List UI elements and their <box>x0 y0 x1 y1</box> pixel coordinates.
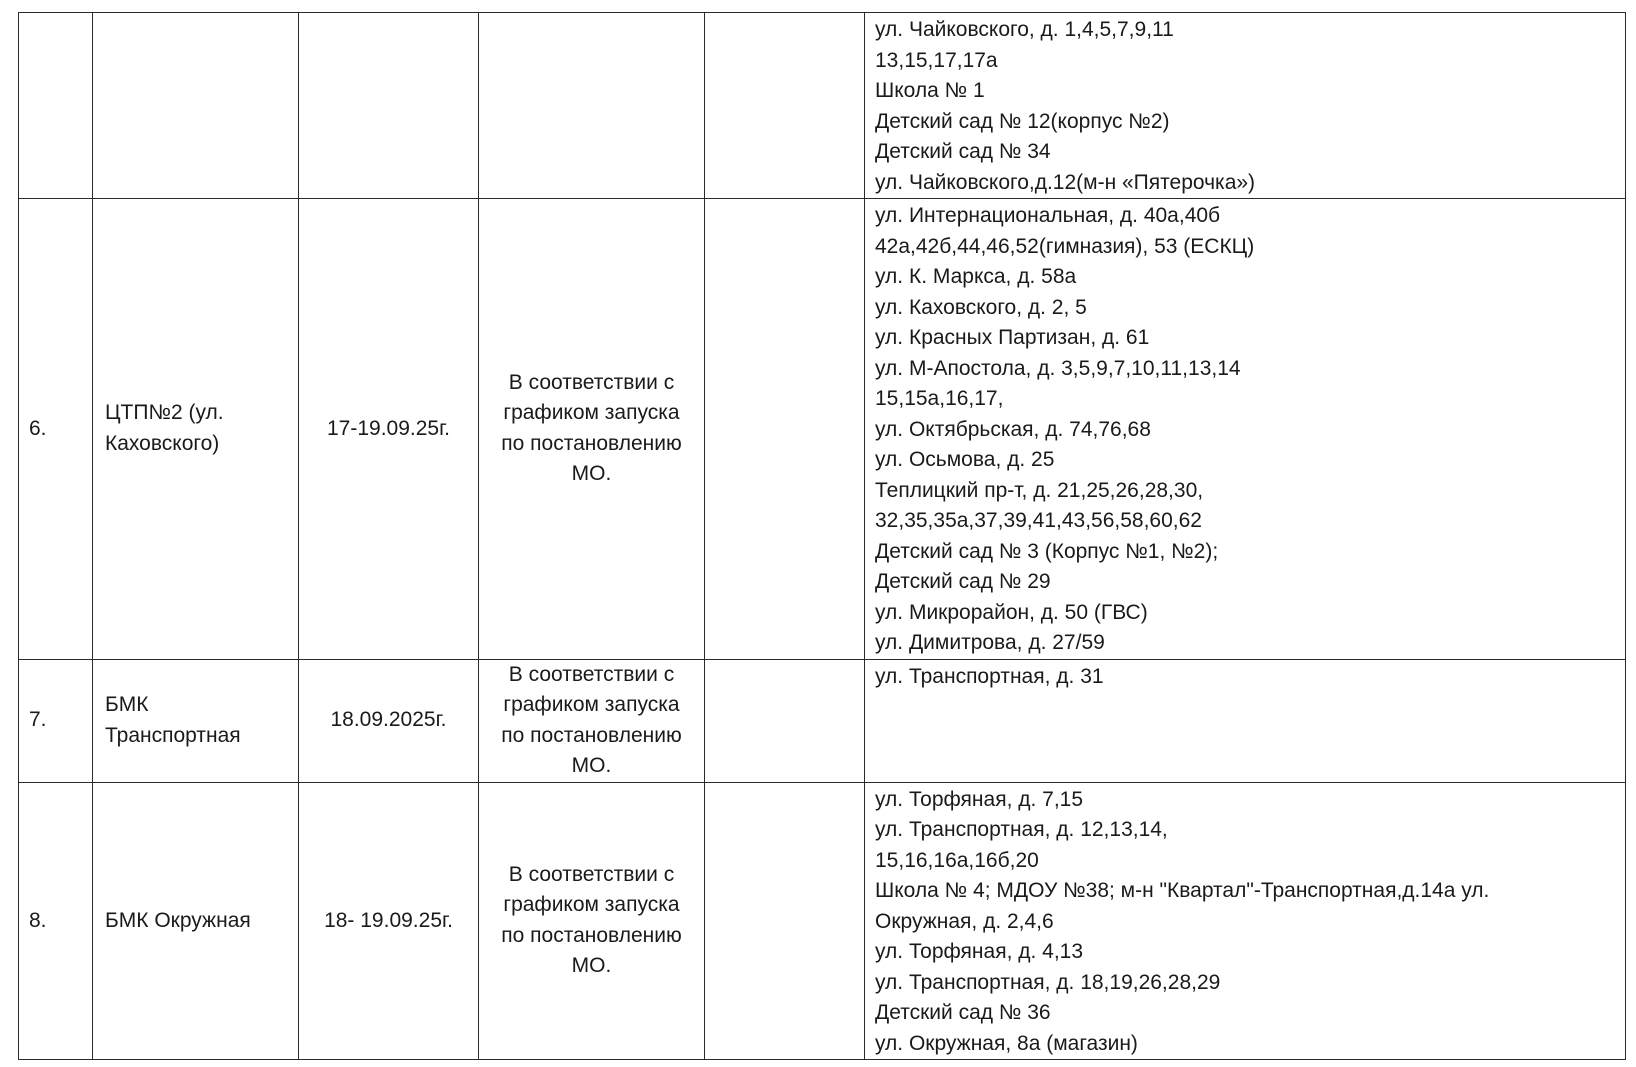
schedule-cell <box>479 782 705 1060</box>
address-line: Детский сад № 36 <box>875 1001 1051 1024</box>
blank-cell <box>705 659 865 782</box>
address-line: Детский сад № 34 <box>875 140 1051 163</box>
address-line: Школа № 4; МДОУ №38; м-н "Квартал"-Транспортная,д.14а ул. <box>875 879 1490 902</box>
address-line: ул. Красных Партизан, д. 61 <box>875 326 1150 349</box>
object-cell <box>93 199 299 660</box>
address-line: Окружная, д. 2,4,6 <box>875 909 1054 933</box>
blank-cell <box>705 13 865 199</box>
outage-dates: 17-19.09.25г. <box>326 416 451 440</box>
blank-cell <box>705 782 865 1060</box>
address-line: 15,16,16а,16б,20 <box>875 848 1039 872</box>
address-line: Детский сад № 29 <box>875 570 1051 593</box>
address-line: Теплицкий пр-т, д. 21,25,26,28,30, <box>875 478 1204 502</box>
schedule-note-line: по постановлению <box>501 431 682 455</box>
schedule-note-line: графиком запуска <box>503 893 680 917</box>
address-line: ул. Осьмова, д. 25 <box>875 448 1055 471</box>
address-line: ул. Микрорайон, д. 50 (ГВС) <box>875 600 1148 624</box>
schedule-note-line: МО. <box>571 954 612 978</box>
outage-schedule-table <box>18 12 1626 1060</box>
row-number: 6. <box>29 416 47 440</box>
schedule-note-line: графиком запуска <box>503 693 680 716</box>
object-cell <box>93 659 299 782</box>
table-row <box>19 659 1626 782</box>
schedule-note-line: по постановлению <box>501 723 682 747</box>
address-line: Детский сад № 3 (Корпус №1, №2); <box>875 539 1219 563</box>
row-number-cell <box>19 13 93 199</box>
schedule-note-line: В соответствии с <box>508 662 675 686</box>
address-line: 13,15,17,17а <box>875 48 998 72</box>
address-line: Детский сад № 12(корпус №2) <box>875 109 1170 133</box>
address-line: ул. Интернациональная, д. 40а,40б <box>875 204 1221 227</box>
row-number-cell <box>19 199 93 660</box>
schedule-note-line: МО. <box>571 462 612 486</box>
object-name-line: Транспортная <box>105 723 241 747</box>
schedule-note-line: графиком запуска <box>503 401 680 425</box>
table-row <box>19 782 1626 1060</box>
addresses-cell <box>865 13 1626 199</box>
dates-cell <box>299 659 479 782</box>
outage-dates: 18.09.2025г. <box>330 708 447 732</box>
schedule-note-line: В соответствии с <box>508 370 675 394</box>
address-line: ул. Каховского, д. 2, 5 <box>875 295 1087 319</box>
outage-dates: 18- 19.09.25г. <box>324 908 453 932</box>
object-cell <box>93 13 299 199</box>
object-name-line: ЦТП№2 (ул. <box>105 401 224 425</box>
address-line: 32,35,35а,37,39,41,43,56,58,60,62 <box>875 509 1202 532</box>
schedule-note-line: В соответствии с <box>508 862 675 886</box>
addresses-cell <box>865 782 1626 1060</box>
address-line: 42а,42б,44,46,52(гимназия), 53 (ЕСКЦ) <box>875 234 1255 258</box>
address-line: ул. Окружная, 8а (магазин) <box>875 1031 1138 1055</box>
table-body <box>19 13 1626 1060</box>
address-line: ул. Чайковского, д. 1,4,5,7,9,11 <box>875 18 1174 41</box>
table-row <box>19 199 1626 660</box>
dates-cell <box>299 782 479 1060</box>
schedule-note-line: МО. <box>571 754 612 777</box>
row-number: 7. <box>29 708 47 732</box>
blank-cell <box>705 199 865 660</box>
address-line: 15,15а,16,17, <box>875 387 1004 410</box>
row-number: 8. <box>29 908 47 932</box>
row-number-cell <box>19 659 93 782</box>
address-line: ул. К. Маркса, д. 58а <box>875 265 1077 288</box>
object-name-line: БМК <box>105 693 149 716</box>
address-line: ул. Торфяная, д. 4,13 <box>875 940 1084 963</box>
schedule-cell <box>479 659 705 782</box>
address-line: ул. Торфяная, д. 7,15 <box>875 787 1084 811</box>
schedule-cell <box>479 199 705 660</box>
addresses-cell <box>865 199 1626 660</box>
address-line: ул. Транспортная, д. 31 <box>875 664 1104 688</box>
dates-cell <box>299 199 479 660</box>
dates-cell <box>299 13 479 199</box>
address-line: ул. Димитрова, д. 27/59 <box>875 631 1105 654</box>
address-line: ул. М-Апостола, д. 3,5,9,7,10,11,13,14 <box>875 356 1241 380</box>
table-row <box>19 13 1626 199</box>
address-line: ул. Транспортная, д. 12,13,14, <box>875 818 1168 841</box>
address-line: ул. Чайковского,д.12(м-н «Пятерочка») <box>875 170 1256 194</box>
address-line: Школа № 1 <box>875 79 985 102</box>
schedule-note-line: по постановлению <box>501 923 682 947</box>
addresses-cell <box>865 659 1626 782</box>
address-line: ул. Транспортная, д. 18,19,26,28,29 <box>875 970 1221 994</box>
object-name-line: БМК Окружная <box>105 908 251 932</box>
row-number-cell <box>19 782 93 1060</box>
schedule-cell <box>479 13 705 199</box>
object-cell <box>93 782 299 1060</box>
object-name-line: Каховского) <box>105 431 220 455</box>
address-line: ул. Октябрьская, д. 74,76,68 <box>875 417 1151 441</box>
